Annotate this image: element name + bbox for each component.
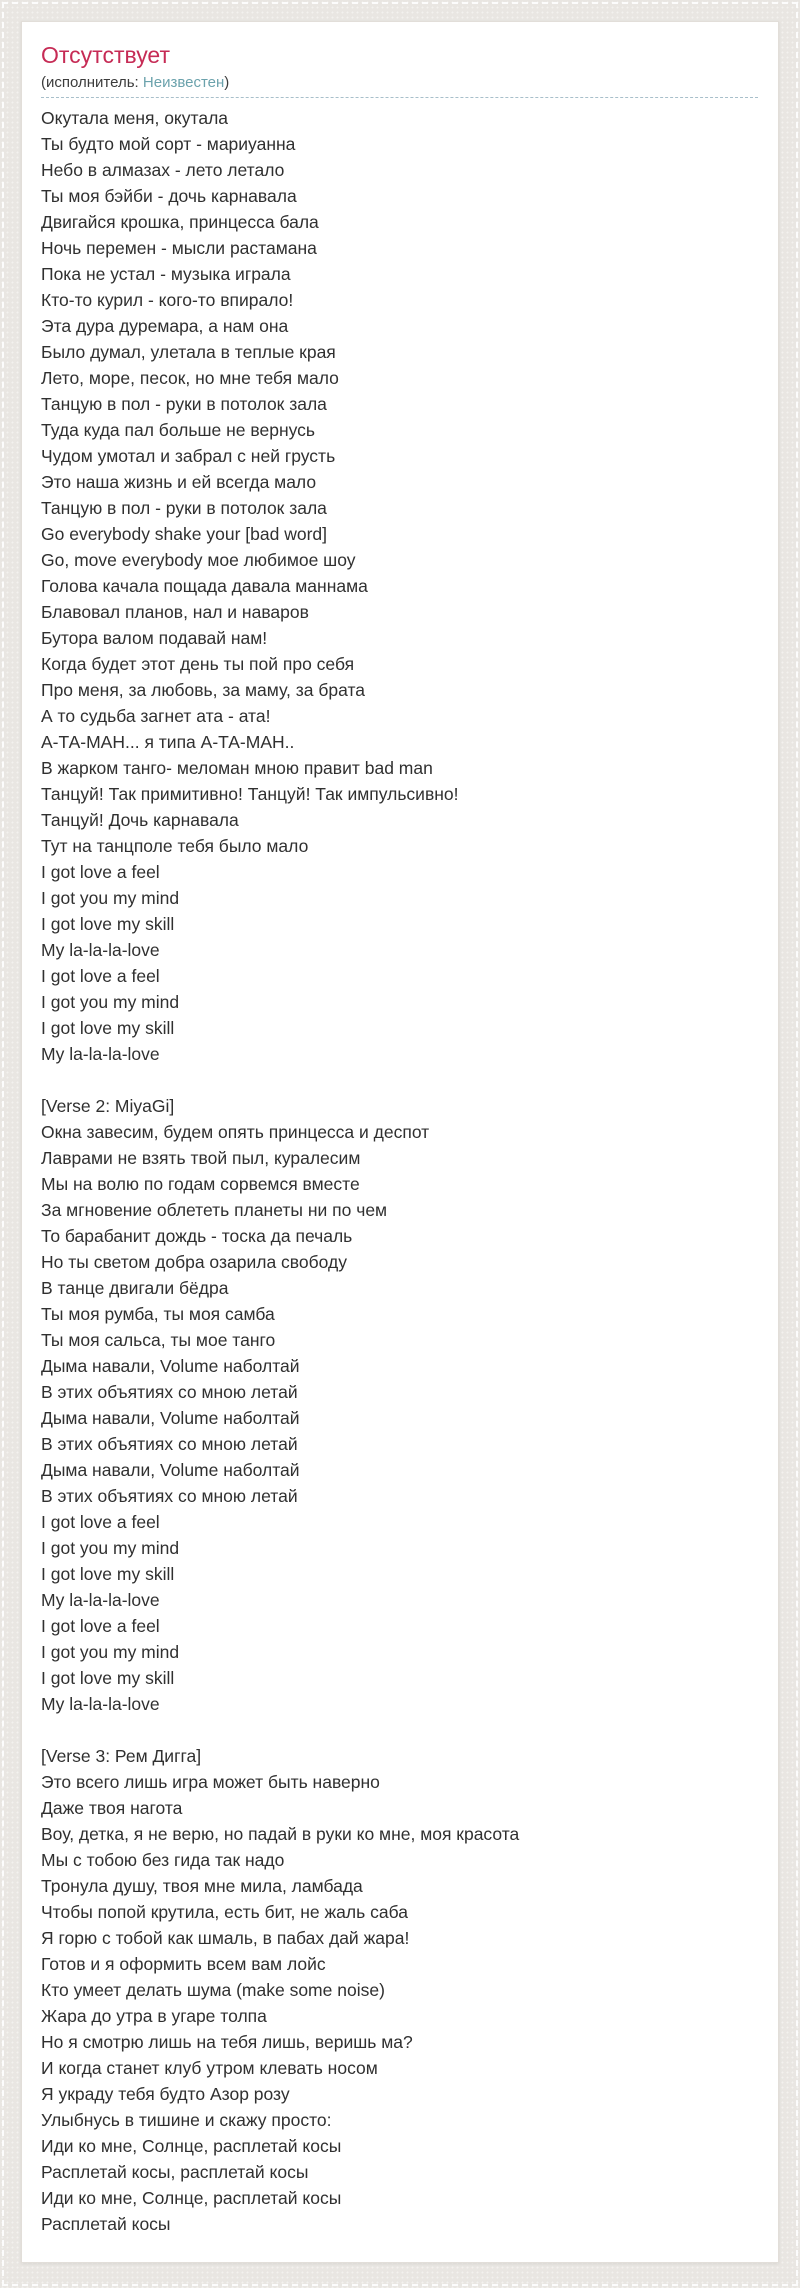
lyric-line: I got you my mind bbox=[41, 888, 180, 908]
lyric-line: Окутала меня, окутала bbox=[41, 108, 229, 128]
lyric-line: I got you my mind bbox=[41, 992, 180, 1012]
lyric-line: За мгновение облететь планеты ни по чем bbox=[41, 1200, 388, 1220]
lyric-line: Мы с тобою без гида так надо bbox=[41, 1850, 285, 1870]
lyric-line: Жара до утра в угаре толпа bbox=[41, 2006, 267, 2026]
lyric-line: И когда станет клуб утром клевать носом bbox=[41, 2058, 378, 2078]
lyric-line: Туда куда пал больше не вернусь bbox=[41, 420, 316, 440]
lyric-line: Даже твоя нагота bbox=[41, 1798, 183, 1818]
artist-label: (исполнитель: bbox=[41, 74, 139, 91]
lyric-line: Кто-то курил - кого-то впирало! bbox=[41, 290, 294, 310]
lyric-line: Иди ко мне, Солнце, расплетай косы bbox=[41, 2188, 342, 2208]
lyric-line: Это наша жизнь и ей всегда мало bbox=[41, 472, 317, 492]
lyric-line: Эта дура дуремара, а нам она bbox=[41, 316, 289, 336]
lyric-line: Чтобы попой крутила, есть бит, не жаль саба bbox=[41, 1902, 408, 1922]
lyric-line: I got love my skill bbox=[41, 1668, 175, 1688]
lyric-line: I got love a feel bbox=[41, 1616, 160, 1636]
lyric-line: Пока не устал - музыка играла bbox=[41, 264, 291, 284]
lyric-line: Воу, детка, я не верю, но падай в руки ко мне, моя красота bbox=[41, 1824, 520, 1844]
lyric-line: Танцуй! Так примитивно! Танцуй! Так импульсивно! bbox=[41, 784, 459, 804]
lyric-line: Танцуй! Дочь карнавала bbox=[41, 810, 239, 830]
lyric-line: I got you my mind bbox=[41, 1642, 180, 1662]
lyric-line: I got love a feel bbox=[41, 862, 160, 882]
lyric-line: My la-la-la-love bbox=[41, 940, 160, 960]
lyric-line: Но я смотрю лишь на тебя лишь, веришь ма? bbox=[41, 2032, 413, 2052]
lyric-line: Ночь перемен - мысли растамана bbox=[41, 238, 317, 258]
lyric-line: Ты моя сальса, ты мое танго bbox=[41, 1330, 276, 1350]
lyric-line: Чудом умотал и забрал с ней грусть bbox=[41, 446, 336, 466]
lyric-line: Дыма навали, Volume наболтай bbox=[41, 1408, 300, 1428]
lyric-line: Кто умеет делать шума (make some noise) bbox=[41, 1980, 385, 2000]
lyric-line: В этих объятиях со мною летай bbox=[41, 1382, 298, 1402]
lyric-line: В жарком танго- меломан мною правит bad man bbox=[41, 758, 433, 778]
lyric-line: Дыма навали, Volume наболтай bbox=[41, 1460, 300, 1480]
lyric-line: My la-la-la-love bbox=[41, 1044, 160, 1064]
lyric-line: I got love my skill bbox=[41, 914, 175, 934]
lyric-line: Я украду тебя будто Азор розу bbox=[41, 2084, 290, 2104]
lyric-line: My la-la-la-love bbox=[41, 1694, 160, 1714]
lyric-line: Было думал, улетала в теплые края bbox=[41, 342, 336, 362]
lyric-line: То барабанит дождь - тоска да печаль bbox=[41, 1226, 353, 1246]
lyric-line: Танцую в пол - руки в потолок зала bbox=[41, 498, 327, 518]
lyric-line: В этих объятиях со мною летай bbox=[41, 1486, 298, 1506]
lyric-line: Я горю с тобой как шмаль, в пабах дай жара! bbox=[41, 1928, 410, 1948]
lyric-line: Двигайся крошка, принцесса бала bbox=[41, 212, 319, 232]
lyric-line: Go everybody shake your [bad word] bbox=[41, 524, 327, 544]
lyric-line: В танце двигали бёдра bbox=[41, 1278, 229, 1298]
lyric-line: Улыбнусь в тишине и скажу просто: bbox=[41, 2110, 332, 2130]
lyric-line: I got you my mind bbox=[41, 1538, 180, 1558]
lyric-line: Тронула душу, твоя мне мила, ламбада bbox=[41, 1876, 363, 1896]
lyric-line: Когда будет этот день ты пой про себя bbox=[41, 654, 355, 674]
lyric-line: Ты моя бэйби - дочь карнавала bbox=[41, 186, 297, 206]
lyric-line: Танцую в пол - руки в потолок зала bbox=[41, 394, 327, 414]
lyric-line: Мы на волю по годам сорвемся вместе bbox=[41, 1174, 360, 1194]
lyric-line: Дыма навали, Volume наболтай bbox=[41, 1356, 300, 1376]
lyric-line: Расплетай косы, расплетай косы bbox=[41, 2162, 309, 2182]
song-header bbox=[41, 43, 758, 98]
lyric-line: [Verse 2: MiyaGi] bbox=[41, 1096, 175, 1116]
artist-paren-close: ) bbox=[224, 74, 230, 91]
lyric-line: Иди ко мне, Солнце, расплетай косы bbox=[41, 2136, 342, 2156]
song-title: Отсутствует bbox=[41, 42, 170, 68]
lyric-line: В этих объятиях со мною летай bbox=[41, 1434, 298, 1454]
artist-link[interactable]: Неизвестен bbox=[142, 74, 225, 91]
lyric-line: Окна завесим, будем опять принцесса и деспот bbox=[41, 1122, 430, 1142]
lyric-line: Лаврами не взять твой пыл, куралесим bbox=[41, 1148, 361, 1168]
lyric-line: Про меня, за любовь, за маму, за брата bbox=[41, 680, 365, 700]
lyric-line: Тут на танцполе тебя было мало bbox=[41, 836, 309, 856]
lyric-line: Лето, море, песок, но мне тебя мало bbox=[41, 368, 339, 388]
lyric-line: I got love a feel bbox=[41, 1512, 160, 1532]
lyric-line: Go, move everybody мое любимое шоу bbox=[41, 550, 356, 570]
lyric-line: Готов и я оформить всем вам лойс bbox=[41, 1954, 326, 1974]
lyric-line: Ты моя румба, ты моя самба bbox=[41, 1304, 275, 1324]
lyrics-text bbox=[41, 105, 758, 2237]
lyric-line: Голова качала пощада давала маннама bbox=[41, 576, 368, 596]
lyric-line: I got love a feel bbox=[41, 966, 160, 986]
lyric-line: Но ты светом добра озарила свободу bbox=[41, 1252, 347, 1272]
lyric-line: Это всего лишь игра может быть наверно bbox=[41, 1772, 380, 1792]
lyrics-card bbox=[21, 21, 779, 2263]
lyric-line: Расплетай косы bbox=[41, 2214, 171, 2234]
lyric-line: Бутора валом подавай нам! bbox=[41, 628, 268, 648]
lyric-line: I got love my skill bbox=[41, 1564, 175, 1584]
lyric-line: [Verse 3: Рем Дигга] bbox=[41, 1746, 202, 1766]
artist-line bbox=[41, 73, 758, 92]
lyric-line: I got love my skill bbox=[41, 1018, 175, 1038]
lyric-line: Ты будто мой сорт - мариуанна bbox=[41, 134, 296, 154]
lyric-line: Небо в алмазах - лето летало bbox=[41, 160, 285, 180]
lyric-line: Блавовал планов, нал и наваров bbox=[41, 602, 309, 622]
lyric-line: А-ТА-МАН... я типа А-ТА-МАН.. bbox=[41, 732, 295, 752]
lyric-blank-line bbox=[41, 1067, 758, 1093]
lyric-line: А то судьба загнет ата - ата! bbox=[41, 706, 271, 726]
lyric-line: My la-la-la-love bbox=[41, 1590, 160, 1610]
lyric-blank-line bbox=[41, 1717, 758, 1743]
